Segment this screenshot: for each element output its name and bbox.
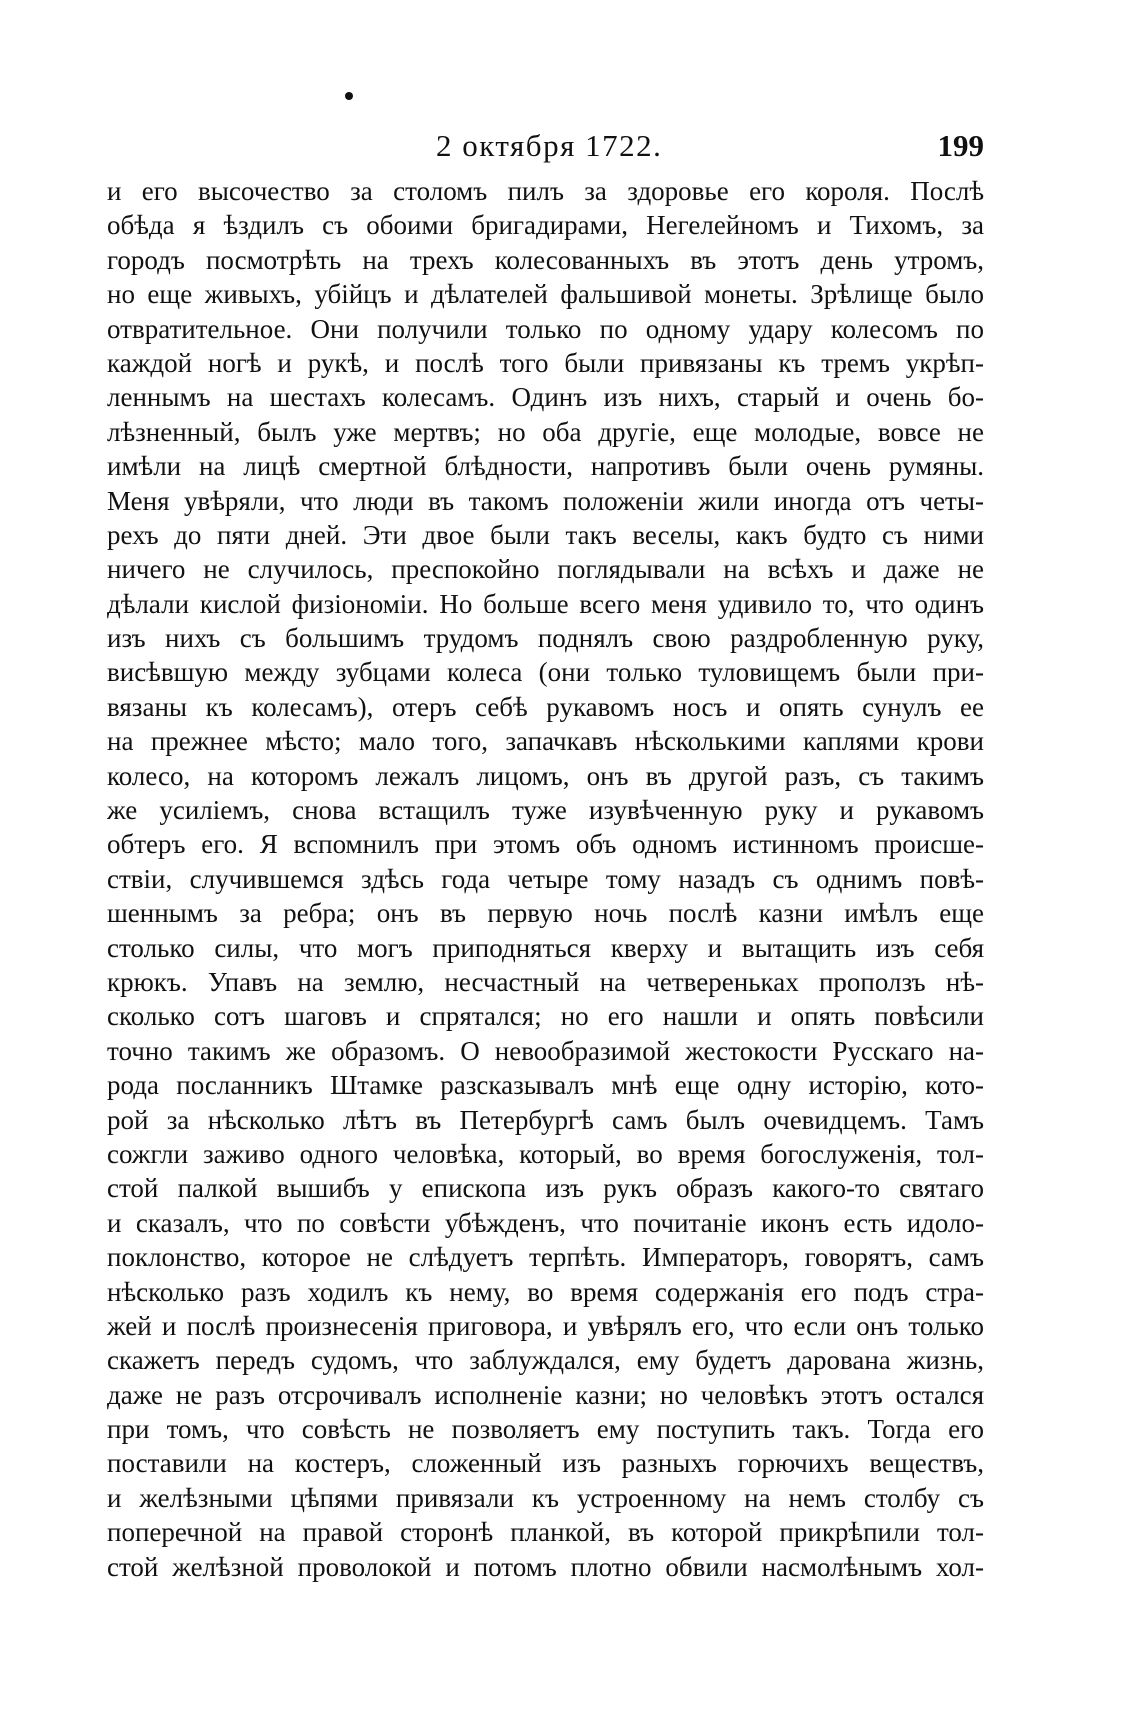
ink-dot [345,92,353,100]
text-line: и его высочество за столомъ пилъ за здоровье его короля. Послѣ [107,176,984,206]
text-line: сколько сотъ шаговъ и спрятался; но его нашли и опять повѣсили [107,1001,984,1032]
text-line: ствіи, случившемся здѣсь года четыре тому назадъ съ однимъ повѣ- [107,863,984,894]
running-head-title: 2 октября 1722. [436,128,663,163]
text-line: обѣда я ѣздилъ съ обоими бригадирами, Негелейномъ и Тихомъ, за [107,210,984,241]
text-line: стой желѣзной проволокой и потомъ плотно обвили насмолѣнымъ хол- [107,1551,984,1582]
text-line: на прежнее мѣсто; мало того, запачкавъ нѣсколькими каплями крови [107,726,984,757]
text-line: каждой ногѣ и рукѣ, и послѣ того были привязаны къ тремъ укрѣп- [107,347,984,378]
text-line: леннымъ на шестахъ колесамъ. Одинъ изъ нихъ, старый и очень бо- [107,382,984,413]
text-line: точно такимъ же образомъ. О невообразимой жестокости Русскаго на- [107,1035,984,1066]
text-line: шеннымъ за ребра; онъ въ первую ночь послѣ казни имѣлъ еще [107,898,984,929]
text-line: лѣзненный, былъ уже мертвъ; но оба другіе, еще молодые, вовсе не [107,416,984,447]
text-line: имѣли на лицѣ смертной блѣдности, напротивъ были очень румяны. [107,451,984,482]
text-line: и желѣзными цѣпями привязали къ устроенному на немъ столбу съ [107,1482,984,1513]
text-line: стой палкой вышибъ у епископа изъ рукъ образъ какого-то святаго [107,1173,984,1204]
text-line: но еще живыхъ, убійцъ и дѣлателей фальшивой монеты. Зрѣлище было [107,279,984,310]
text-line: городъ посмотрѣть на трехъ колесованныхъ въ этотъ день утромъ, [107,244,984,275]
body-text [107,174,984,1584]
text-line: колесо, на которомъ лежалъ лицомъ, онъ въ другой разъ, съ такимъ [107,760,984,791]
running-head [0,128,1140,164]
text-line: рода посланникъ Штамке разсказывалъ мнѣ еще одну исторію, кото- [107,1070,984,1101]
text-line: дѣлали кислой физіономіи. Но больше всего меня удивило то, что одинъ [107,588,984,619]
text-line: рой за нѣсколько лѣтъ въ Петербургѣ самъ былъ очевидцемъ. Тамъ [107,1104,984,1135]
text-line: крюкъ. Упавъ на землю, несчастный на четвереньках проползъ нѣ- [107,966,984,997]
text-line: даже не разъ отсрочивалъ исполненіе казни; но человѣкъ этотъ остался [107,1379,984,1410]
text-line: нѣсколько разъ ходилъ къ нему, во время содержанія его подъ стра- [107,1276,984,1307]
text-line: поставили на костеръ, сложенный изъ разныхъ горючихъ веществъ, [107,1448,984,1479]
text-line: изъ нихъ съ большимъ трудомъ поднялъ свою раздробленную руку, [107,623,984,654]
text-line: и сказалъ, что по совѣсти убѣжденъ, что почитаніе иконъ есть идоло- [107,1207,984,1238]
text-line: висѣвшую между зубцами колеса (они только туловищемъ были при- [107,657,984,688]
text-line: обтеръ его. Я вспомнилъ при этомъ объ одномъ истинномъ происше- [107,829,984,860]
text-line: при томъ, что совѣсть не позволяетъ ему поступить такъ. Тогда его [107,1414,984,1445]
text-line: вязаны къ колесамъ), отеръ себѣ рукавомъ носъ и опять сунулъ ее [107,691,984,722]
text-line: отвратительное. Они получили только по одному удару колесомъ по [107,313,984,344]
text-line: сожгли заживо одного человѣка, который, во время богослуженія, тол- [107,1138,984,1169]
text-line: поперечной на правой сторонѣ планкой, въ которой прикрѣпили тол- [107,1517,984,1548]
text-line: Меня увѣряли, что люди въ такомъ положеніи жили иногда отъ четы- [107,485,984,516]
text-line: жей и послѣ произнесенія приговора, и увѣрялъ его, что если онъ только [107,1310,984,1341]
text-line: же усиліемъ, снова встащилъ туже изувѣченную руку и рукавомъ [107,795,984,826]
text-line: ничего не случилось, преспокойно поглядывали на всѣхъ и даже не [107,554,984,585]
text-line: столько силы, что могъ приподняться кверху и вытащить изъ себя [107,932,984,963]
text-line: скажетъ передъ судомъ, что заблуждался, ему будетъ дарована жизнь, [107,1345,984,1376]
page-number: 199 [937,128,984,163]
text-line: рехъ до пяти дней. Эти двое были такъ веселы, какъ будто съ ними [107,519,984,550]
text-line: поклонство, которое не слѣдуетъ терпѣть. Императоръ, говорятъ, самъ [107,1242,984,1273]
